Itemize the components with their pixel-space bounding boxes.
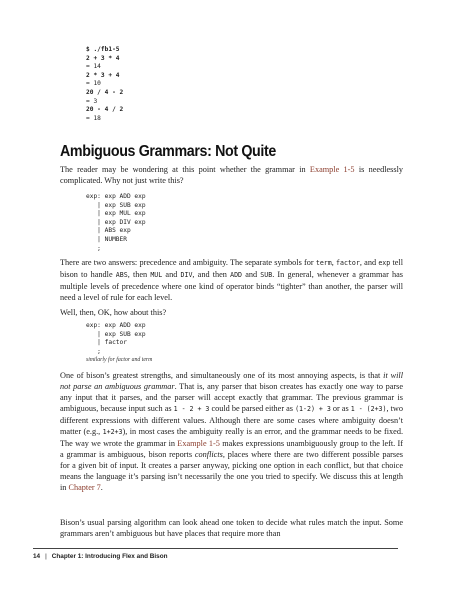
- code-line: exp: exp ADD exp: [86, 193, 146, 200]
- text-run: ,: [331, 258, 337, 267]
- inline-code: factor: [336, 259, 360, 267]
- footer-divider: [33, 548, 398, 549]
- code-line: 20 - 4 / 2: [86, 106, 124, 114]
- paragraph-question: Well, then, OK, how about this?: [60, 308, 167, 317]
- page-footer: [33, 553, 168, 560]
- inline-code: 1 - 2 + 3: [173, 405, 210, 413]
- code-line: = 10: [86, 80, 101, 88]
- text-run: makes expressions unambiguously group to the left. If a grammar is ambiguous, bison reports: [60, 439, 403, 459]
- text-run: ), in most cases the ambiguity really is an error, and the grammar needs to be fixed. The way we wrote the grammar in: [60, 427, 404, 448]
- text-run: tell bison to handle: [60, 258, 403, 279]
- chapter-title: Chapter 1: Introducing Flex and Bison: [51, 553, 168, 560]
- section-heading: Ambiguous Grammars: Not Quite: [60, 143, 276, 160]
- code-line: ;: [86, 244, 101, 252]
- inline-code: ADD: [230, 271, 243, 279]
- paragraph-intro: [60, 164, 403, 186]
- code-line: 2 * 3 + 4: [86, 71, 120, 79]
- code-line: $ ./fb1-5: [86, 46, 120, 53]
- inline-code: term: [315, 259, 332, 267]
- code-line: | exp SUB exp: [86, 330, 146, 338]
- text-run: The reader may be wondering at this point whether the grammar in: [60, 165, 310, 174]
- text-run: could be parsed either as: [209, 404, 296, 413]
- inline-code: exp: [378, 259, 391, 267]
- paragraph-precedence: [60, 257, 403, 303]
- text-run: and: [162, 270, 181, 279]
- inline-code: 1 - (2+3): [350, 405, 387, 413]
- footer-separator: |: [45, 553, 47, 560]
- code-line: | ABS exp: [86, 227, 131, 235]
- emphasis: conflicts: [194, 450, 223, 459]
- text-run: One of bison’s greatest strengths, and simultaneously one of its most annoying aspects, is that: [60, 371, 384, 380]
- shell-session-code: [86, 46, 123, 123]
- code-line: = 3: [86, 97, 98, 105]
- text-run: and: [242, 270, 261, 279]
- inline-code: 1+2+3: [102, 428, 123, 436]
- text-run: . In general, whenever a grammar has multiple levels of precedence where one kind of operator binds “tighter” than another, the parser will need a level of rule for each level.: [60, 270, 403, 302]
- example-link[interactable]: Example 1-5: [309, 165, 355, 174]
- text-run: There are two answers: precedence and ambiguity. The separate symbols for: [60, 258, 316, 267]
- inline-code: MUL: [150, 271, 163, 279]
- text-run: , and then: [192, 270, 231, 279]
- code-line: | exp SUB exp: [86, 201, 146, 209]
- code-line: = 18: [86, 114, 101, 122]
- code-line: exp: exp ADD exp: [86, 322, 146, 329]
- grammar-code-1: [86, 193, 146, 253]
- code-line: = 14: [86, 63, 101, 71]
- inline-code: DIV: [180, 271, 193, 279]
- chapter-link[interactable]: Chapter 7: [68, 483, 101, 492]
- page-number: 14: [33, 553, 41, 560]
- code-line: ;: [86, 347, 101, 355]
- code-caption: similarly for factor and term: [86, 357, 153, 363]
- example-link[interactable]: Example 1-5: [177, 439, 220, 448]
- code-line: | NUMBER: [86, 235, 127, 243]
- text-run: , then: [127, 270, 151, 279]
- text-run: or as: [330, 404, 351, 413]
- text-run: is needlessly complicated. Why not just write this?: [60, 165, 404, 185]
- code-line: 20 / 4 - 2: [86, 88, 124, 96]
- inline-code: ABS: [115, 271, 128, 279]
- code-line: | exp DIV exp: [86, 218, 146, 226]
- text-run: , places where there are two different possible parses for a given bit of input. It creates a parser anyway, picking one option in each conflict, but that choice means the language it’s parsing isn’t necessarily the one you tried to specify. We discuss this at length in: [60, 450, 403, 492]
- paragraph-lookahead: Bison’s usual parsing algorithm can look ahead one token to decide what rules match the input. Some grammars aren’t ambiguous but have places that require more than: [60, 518, 403, 538]
- inline-code: SUB: [260, 271, 273, 279]
- emphasis: it will not parse an ambiguous grammar: [60, 371, 403, 391]
- text-run: , and: [359, 258, 379, 267]
- code-line: | exp MUL exp: [86, 210, 146, 218]
- text-run: , two different expressions with different values. Although there are some cases where ambiguity doesn’t matter (e.g.,: [60, 404, 403, 436]
- text-run: .: [100, 483, 103, 492]
- code-line: | factor: [86, 339, 127, 347]
- text-run: . That is, any parser that bison creates has exactly one way to parse any input that it parses, and the parser will accept exactly that grammar. The previous grammar is ambiguous, because input such as: [60, 382, 403, 413]
- inline-code: (1-2) + 3: [295, 405, 331, 413]
- paragraph-ambiguity: [60, 370, 403, 493]
- code-line: 2 + 3 * 4: [86, 54, 120, 62]
- grammar-code-2: [86, 322, 146, 356]
